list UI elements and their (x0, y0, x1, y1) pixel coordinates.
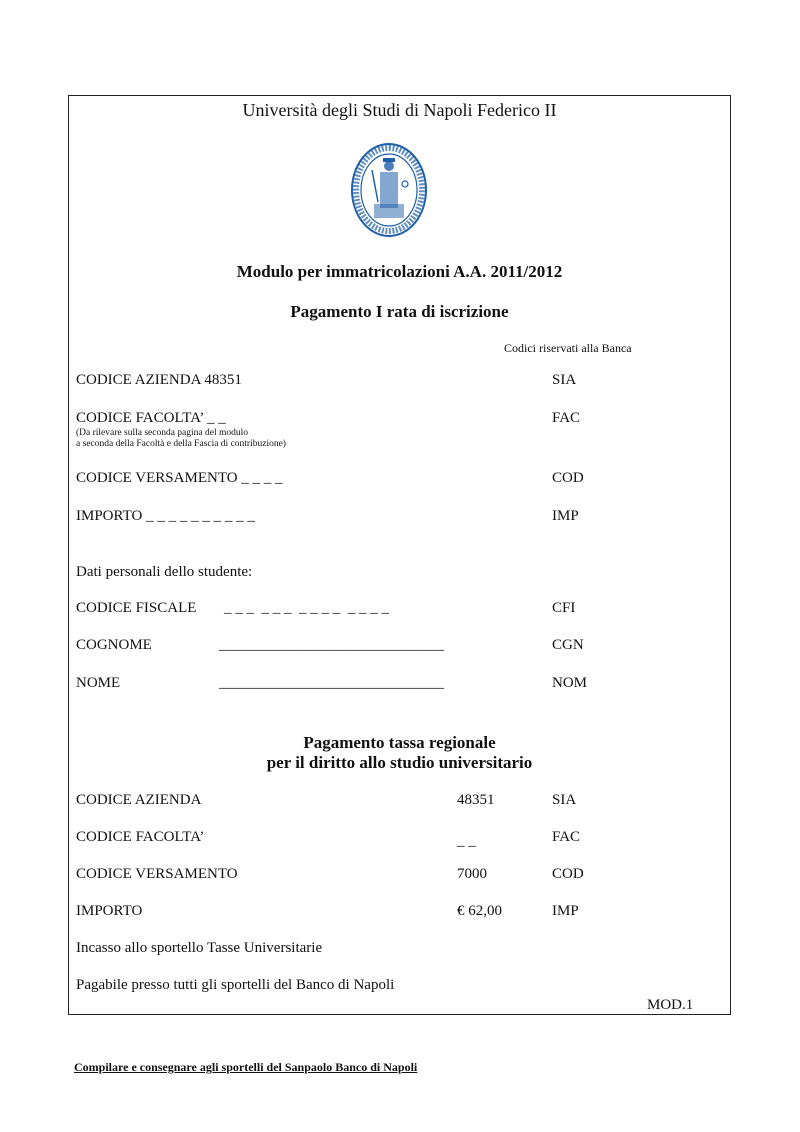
university-name: Università degli Studi di Napoli Federico II (242, 100, 557, 120)
section2-title-line2: per il diritto allo studio universitario (266, 753, 533, 772)
university-seal-icon (350, 142, 428, 238)
s2-codice-versamento-value: 7000 (457, 866, 487, 882)
s2-sia-code: SIA (552, 792, 577, 808)
footer-instruction: Compilare e consegnare agli sportelli del Sanpaolo Banco di Napoli (74, 1060, 418, 1074)
codice-azienda-label: CODICE AZIENDA 48351 (76, 372, 242, 388)
codice-facolta-label: CODICE FACOLTA’ _ _ (76, 410, 226, 426)
cognome-label: COGNOME (76, 637, 152, 653)
cgn-code: CGN (552, 637, 584, 653)
s2-importo-value: € 62,00 (457, 903, 502, 919)
nom-code: NOM (552, 675, 588, 691)
imp-code: IMP (552, 508, 579, 524)
nome-label: NOME (76, 675, 121, 691)
cfi-code: CFI (552, 600, 576, 616)
s2-codice-versamento-label: CODICE VERSAMENTO (76, 866, 238, 882)
codice-fiscale-field[interactable]: _ _ _ _ _ _ _ _ _ _ _ _ _ _ (224, 600, 389, 616)
codice-fiscale-label: CODICE FISCALE (76, 600, 197, 616)
fac-code: FAC (552, 410, 581, 426)
payable-note: Pagabile presso tutti gli sportelli del Banco di Napoli (76, 977, 395, 993)
s2-cod-code: COD (552, 866, 584, 882)
section1-title: Pagamento I rata di iscrizione (290, 302, 509, 321)
facolta-note-line2: a seconda della Facoltà e della Fascia di contribuzione) (76, 439, 286, 449)
cashier-note: Incasso allo sportello Tasse Universitarie (76, 940, 323, 956)
form-frame (68, 95, 731, 1015)
s2-codice-azienda-value: 48351 (457, 792, 495, 808)
model-code: MOD.1 (647, 997, 694, 1013)
bank-codes-label: Codici riservati alla Banca (504, 341, 632, 355)
cognome-field[interactable]: ______________________________ (219, 637, 444, 653)
student-heading: Dati personali dello studente: (76, 564, 253, 580)
s2-codice-azienda-label: CODICE AZIENDA (76, 792, 202, 808)
s2-importo-label: IMPORTO (76, 903, 143, 919)
importo-label: IMPORTO _ _ _ _ _ _ _ _ _ _ (76, 508, 255, 524)
s2-fac-code: FAC (552, 829, 581, 845)
section2-title-line1: Pagamento tassa regionale (303, 733, 496, 752)
facolta-note-line1: (Da rilevare sulla seconda pagina del modulo (76, 428, 248, 438)
s2-codice-facolta-label: CODICE FACOLTA’ (76, 829, 205, 845)
form-title: Modulo per immatricolazioni A.A. 2011/2012 (236, 262, 563, 281)
nome-field[interactable]: ______________________________ (219, 675, 444, 691)
s2-imp-code: IMP (552, 903, 579, 919)
sia-code: SIA (552, 372, 577, 388)
s2-codice-facolta-value[interactable]: _ _ (457, 833, 476, 849)
cod-code: COD (552, 470, 584, 486)
codice-versamento-label: CODICE VERSAMENTO _ _ _ _ (76, 470, 283, 486)
